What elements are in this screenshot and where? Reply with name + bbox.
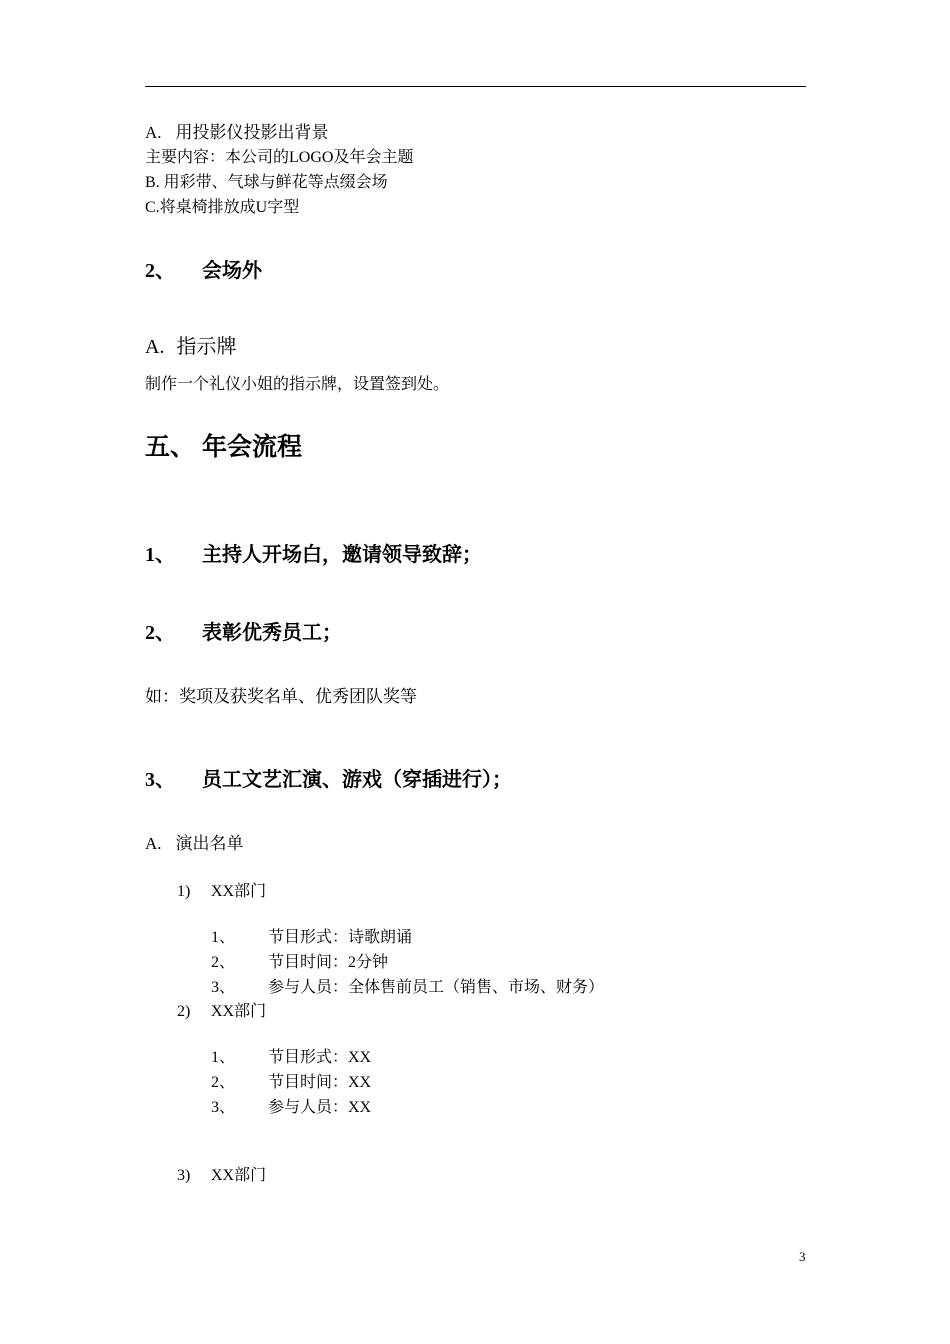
item-text: 参与人员：XX xyxy=(268,1099,372,1116)
step-2-heading xyxy=(145,616,342,645)
venue-inside-item-b: B. 用彩带、气球与鲜花等点缀会场 xyxy=(145,174,388,191)
item-number: 2、 xyxy=(211,954,236,971)
item-number: 1、 xyxy=(211,1049,236,1066)
step-number: 3、 xyxy=(145,769,175,791)
dept-2-item-2 xyxy=(211,1069,371,1092)
item-number: 3、 xyxy=(211,979,236,996)
venue-inside-item-c: C.将桌椅排放成U字型 xyxy=(145,199,300,216)
dept-name: XX部门 xyxy=(211,1003,267,1020)
dept-2-item-1 xyxy=(211,1044,371,1067)
dept-2-heading xyxy=(177,998,266,1021)
item-number: 2、 xyxy=(211,1074,236,1091)
item-text: 演出名单 xyxy=(175,834,244,853)
venue-outside-heading xyxy=(145,254,262,283)
item-text: 节目时间：2分钟 xyxy=(268,954,389,971)
dept-1-heading xyxy=(177,878,266,901)
page-number: 3 xyxy=(799,1249,806,1264)
venue-inside-item-a xyxy=(145,118,329,143)
step-text: 表彰优秀员工； xyxy=(202,622,342,644)
performance-list-heading xyxy=(145,829,244,854)
dept-marker: 1) xyxy=(177,883,191,900)
heading-number: 五、 xyxy=(145,434,196,461)
step-number: 1、 xyxy=(145,544,175,566)
step-1-heading xyxy=(145,538,482,567)
dept-marker: 3) xyxy=(177,1167,191,1184)
step-3-heading xyxy=(145,763,512,792)
signage-description: 制作一个礼仪小姐的指示牌，设置签到处。 xyxy=(145,376,450,393)
item-marker: A. xyxy=(145,834,162,853)
step-text: 员工文艺汇演、游戏（穿插进行）； xyxy=(202,769,512,791)
item-text: 指示牌 xyxy=(176,336,237,358)
dept-name: XX部门 xyxy=(211,1167,267,1184)
item-text: 用投影仪投影出背景 xyxy=(175,123,329,142)
item-text: 参与人员：全体售前员工（销售、市场、财务） xyxy=(268,979,605,996)
step-text: 主持人开场白，邀请领导致辞； xyxy=(202,544,482,566)
dept-1-item-2 xyxy=(211,949,388,972)
step-number: 2、 xyxy=(145,622,175,644)
item-marker: A. xyxy=(145,123,162,142)
main-content-line: 主要内容：本公司的LOGO及年会主题 xyxy=(145,149,414,166)
item-text: 节目形式：诗歌朗诵 xyxy=(268,929,413,946)
header-rule xyxy=(145,86,806,87)
heading-number: 2、 xyxy=(145,260,175,282)
section-5-heading xyxy=(145,427,302,463)
dept-2-item-3 xyxy=(211,1094,371,1117)
heading-text: 年会流程 xyxy=(202,434,303,461)
dept-1-item-1 xyxy=(211,924,412,947)
venue-outside-item-a xyxy=(145,330,236,359)
item-number: 1、 xyxy=(211,929,236,946)
item-number: 3、 xyxy=(211,1099,236,1116)
awards-description: 如：奖项及获奖名单、优秀团队奖等 xyxy=(145,687,417,706)
heading-text: 会场外 xyxy=(202,260,262,282)
item-marker: A. xyxy=(145,336,165,358)
item-text: 节目时间：XX xyxy=(268,1074,372,1091)
item-text: 节目形式：XX xyxy=(268,1049,372,1066)
dept-3-heading xyxy=(177,1162,266,1185)
dept-1-item-3 xyxy=(211,974,604,997)
dept-name: XX部门 xyxy=(211,883,267,900)
dept-marker: 2) xyxy=(177,1003,191,1020)
